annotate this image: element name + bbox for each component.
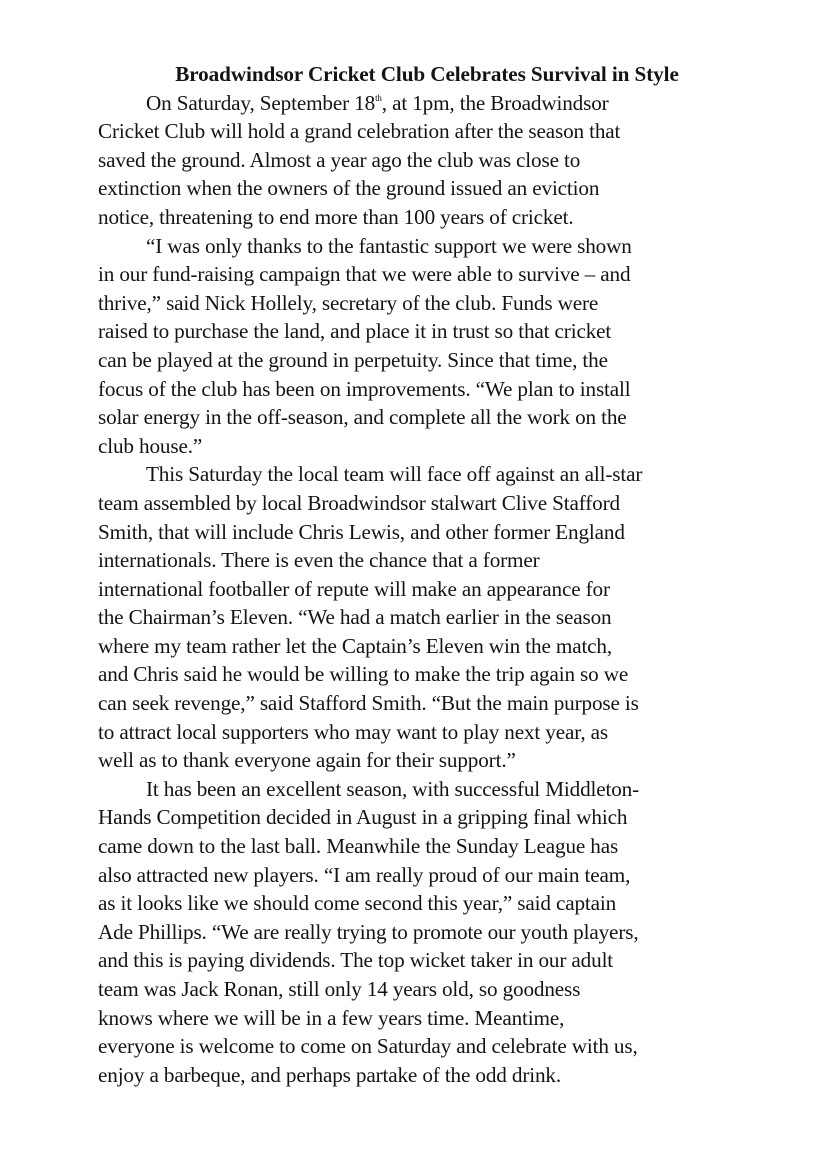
text-fragment: On Saturday, September 18 (146, 90, 376, 115)
paragraph (98, 232, 738, 461)
text-line: can be played at the ground in perpetuity. Since that time, the (98, 347, 608, 372)
text-line: and Chris said he would be willing to make the trip again so we (98, 662, 629, 687)
ordinal-suffix: th (375, 92, 382, 103)
text-line: to attract local supporters who may want to play next year, as (98, 719, 608, 744)
text-line: “I was only thanks to the fantastic support we were shown (146, 233, 632, 258)
text-line: well as to thank everyone again for their support.” (98, 748, 516, 773)
text-line: came down to the last ball. Meanwhile the Sunday League has (98, 834, 619, 859)
text-fragment: , at 1pm, the Broadwindsor (381, 90, 609, 115)
text-line: team was Jack Ronan, still only 14 years old, so goodness (98, 977, 581, 1001)
text-line: can seek revenge,” said Stafford Smith. “But the main purpose is (98, 691, 639, 716)
paragraph (98, 775, 738, 1090)
text-line: This Saturday the local team will face off against an all-star (146, 462, 643, 487)
article-title: Broadwindsor Cricket Club Celebrates Survival in Style (175, 62, 679, 86)
text-line: international footballer of repute will make an appearance for (98, 576, 610, 601)
text-line: notice, threatening to end more than 100 years of cricket. (98, 204, 574, 229)
text-line: as it looks like we should come second this year,” said captain (98, 891, 617, 916)
text-line: enjoy a barbeque, and perhaps partake of the odd drink. (98, 1062, 561, 1087)
text-line: focus of the club has been on improvements. “We plan to install (98, 376, 631, 401)
text-line: internationals. There is even the chance that a former (98, 548, 540, 573)
text-line: raised to purchase the land, and place it in trust so that cricket (98, 319, 612, 344)
text-line: the Chairman’s Eleven. “We had a match earlier in the season (98, 605, 612, 630)
text-line: Smith, that will include Chris Lewis, and other former England (98, 519, 625, 544)
text-line: club house.” (98, 433, 203, 458)
text-line: knows where we will be in a few years time. Meantime, (98, 1005, 565, 1030)
paragraph (98, 89, 738, 232)
text-line: in our fund-raising campaign that we were able to survive – and (98, 262, 631, 287)
text-line: extinction when the owners of the ground issued an eviction (98, 176, 600, 201)
text-line: Cricket Club will hold a grand celebration after the season that (98, 119, 621, 144)
text-line: where my team rather let the Captain’s Eleven win the match, (98, 633, 613, 658)
article (98, 60, 738, 1089)
text-line (98, 89, 738, 118)
text-line: saved the ground. Almost a year ago the club was close to (98, 147, 581, 172)
article-body (98, 89, 738, 1090)
text-line: team assembled by local Broadwindsor stalwart Clive Stafford (98, 490, 620, 515)
text-line: It has been an excellent season, with successful Middleton- (146, 776, 640, 801)
text-line: and this is paying dividends. The top wicket taker in our adult (98, 948, 614, 973)
text-line: everyone is welcome to come on Saturday and celebrate with us, (98, 1034, 638, 1059)
text-line: Ade Phillips. “We are really trying to promote our youth players, (98, 919, 639, 944)
text-line: solar energy in the off-season, and complete all the work on the (98, 405, 627, 430)
text-line: also attracted new players. “I am really proud of our main team, (98, 862, 631, 887)
text-line: thrive,” said Nick Hollely, secretary of the club. Funds were (98, 290, 599, 315)
paragraph (98, 460, 738, 775)
text-line: Hands Competition decided in August in a gripping final which (98, 805, 628, 830)
